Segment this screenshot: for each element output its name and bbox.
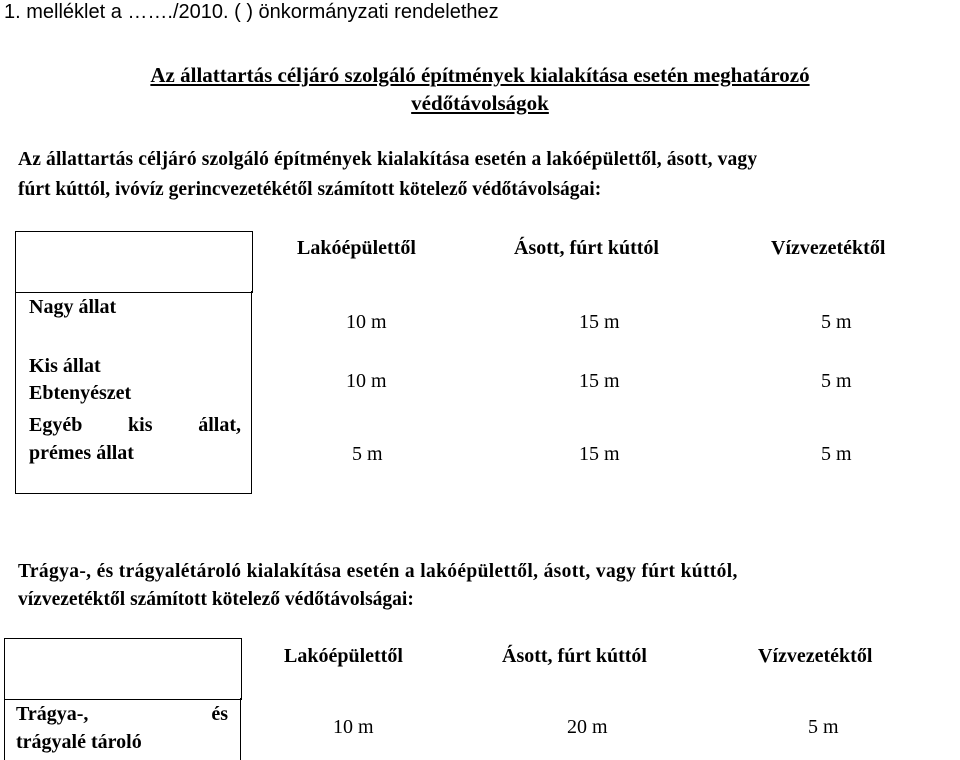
- table2-cell-well: 20 m: [567, 716, 608, 738]
- table1-row-label-kennel: Ebtenyészet: [29, 382, 132, 404]
- table1-col-header-waterpipe: Vízvezetéktől: [771, 237, 886, 259]
- table2-col-header-well: Ásott, fúrt kúttól: [502, 645, 647, 667]
- table1-cell-small-waterpipe: 5 m: [821, 370, 852, 392]
- table2-label-right-border: [240, 698, 241, 760]
- table1-cell-large-waterpipe: 5 m: [821, 311, 852, 333]
- intro-paragraph-cont: [18, 179, 958, 201]
- table1-empty-corner-cell: [15, 231, 253, 293]
- table2-col-header-waterpipe: Vízvezetéktől: [758, 645, 873, 667]
- table1-cell-small-residential: 10 m: [346, 370, 387, 392]
- table1-left-border: [15, 291, 16, 493]
- other-word-2: kis: [128, 414, 153, 436]
- table1-bottom-border: [15, 493, 252, 494]
- table1-cell-large-residential: 10 m: [346, 311, 387, 333]
- table1-row-label-fur-animal: prémes állat: [29, 442, 134, 464]
- manure-paragraph-cont: [18, 589, 958, 611]
- table1-row-label-small-animal: Kis állat: [29, 355, 101, 377]
- manure-label-words: [16, 703, 228, 726]
- intro-paragraph: [18, 149, 958, 171]
- page-title-line-2: védőtávolságok: [411, 91, 549, 115]
- intro-line-2: fúrt kúttól, ivóvíz gerincvezetékétől számított kötelező védőtávolságai:: [18, 179, 602, 200]
- table1-row-label-other-animal-line1: [29, 414, 241, 437]
- manure-word-1: Trágya-,: [16, 703, 89, 725]
- table1-cell-large-well: 15 m: [579, 311, 620, 333]
- table1-label-right-border: [251, 291, 252, 493]
- document-header: 1. melléklet a ……./2010. ( ) önkormányzati rendelethez: [4, 1, 499, 23]
- table1-cell-other-well: 15 m: [579, 443, 620, 465]
- table1-cell-small-well: 15 m: [579, 370, 620, 392]
- page-title-line-1: Az állattartás céljáró szolgáló építmények kialakítása esetén meghatározó: [150, 63, 810, 87]
- other-word-3: állat,: [198, 414, 241, 436]
- table2-empty-corner-cell: [4, 638, 242, 700]
- table1-cell-other-residential: 5 m: [352, 443, 383, 465]
- table2-cell-residential: 10 m: [333, 716, 374, 738]
- table1-col-header-residential: Lakóépülettől: [297, 237, 416, 259]
- manure-line-2: vízvezetéktől számított kötelező védőtávolságai:: [18, 589, 414, 610]
- manure-line-1: Trágya-, és trágyalétároló kialakítása esetén a lakóépülettől, ásott, vagy fúrt kúttól,: [18, 561, 738, 582]
- table1-cell-other-waterpipe: 5 m: [821, 443, 852, 465]
- table2-cell-waterpipe: 5 m: [808, 716, 839, 738]
- other-animal-words: [29, 414, 241, 437]
- table1-row-label-large-animal: Nagy állat: [29, 296, 117, 318]
- table2-col-header-residential: Lakóépülettől: [284, 645, 403, 667]
- intro-line-1: Az állattartás céljáró szolgáló építmények kialakítása esetén a lakóépülettől, ásott, vagy: [18, 149, 758, 170]
- table2-row-label-manure-line2: trágyalé tároló: [16, 731, 142, 753]
- table1-col-header-well: Ásott, fúrt kúttól: [514, 237, 659, 259]
- manure-word-2: és: [211, 703, 228, 725]
- manure-paragraph: [18, 561, 958, 583]
- other-word-1: Egyéb: [29, 414, 83, 436]
- table2-row-label-manure-line1: [16, 703, 228, 726]
- table2-left-border: [4, 698, 5, 760]
